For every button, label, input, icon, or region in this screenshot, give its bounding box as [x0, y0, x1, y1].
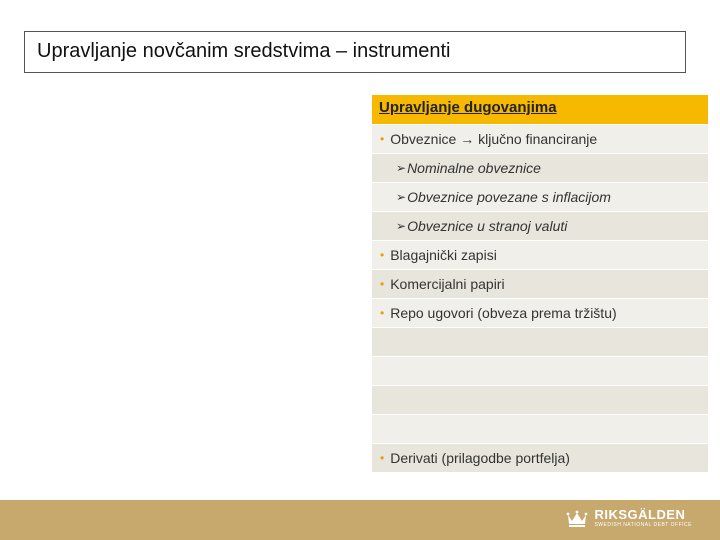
- bullet-icon: •: [380, 451, 385, 465]
- footer-bar: [0, 500, 720, 540]
- slide-title: Upravljanje novčanim sredstvima – instrumenti: [37, 40, 451, 62]
- table-row: [372, 125, 708, 154]
- table-row: [372, 328, 708, 357]
- table-row: [372, 386, 708, 415]
- table-row: [372, 415, 708, 444]
- bullet-icon: •: [380, 132, 385, 146]
- row-text: Repo ugovori (obveza prema tržištu): [390, 305, 617, 321]
- table-body: [372, 125, 708, 473]
- row-text: Obveznice → ključno financiranje: [390, 131, 598, 147]
- table-row: [372, 241, 708, 270]
- bullet-icon: •: [380, 248, 385, 262]
- table-row: [372, 270, 708, 299]
- table-row: [372, 183, 708, 212]
- title-box: [24, 31, 686, 73]
- table-header-label: Upravljanje dugovanjima: [379, 99, 557, 116]
- logo-name: RIKSGÄLDEN: [594, 507, 686, 522]
- arrow-bullet-icon: ➢: [396, 161, 407, 175]
- crown-icon: [566, 509, 588, 529]
- table-row: [372, 357, 708, 386]
- table-header: [372, 95, 708, 125]
- row-text: Blagajnički zapisi: [390, 247, 497, 263]
- bullet-icon: •: [380, 277, 385, 291]
- row-text: Derivati (prilagodbe portfelja): [390, 450, 570, 466]
- riksgalden-logo: [566, 508, 692, 529]
- bullet-icon: •: [380, 306, 385, 320]
- row-text: Obveznice u stranoj valuti: [407, 218, 568, 234]
- debt-management-table: [372, 95, 708, 473]
- table-row: [372, 154, 708, 183]
- logo-tagline: SWEDISH NATIONAL DEBT OFFICE: [594, 522, 692, 528]
- arrow-bullet-icon: ➢: [396, 190, 407, 204]
- table-row: [372, 444, 708, 473]
- row-text: Nominalne obveznice: [407, 160, 541, 176]
- row-text: Komercijalni papiri: [390, 276, 505, 292]
- table-row: [372, 299, 708, 328]
- table-row: [372, 212, 708, 241]
- arrow-bullet-icon: ➢: [396, 219, 407, 233]
- row-text: Obveznice povezane s inflacijom: [407, 189, 611, 205]
